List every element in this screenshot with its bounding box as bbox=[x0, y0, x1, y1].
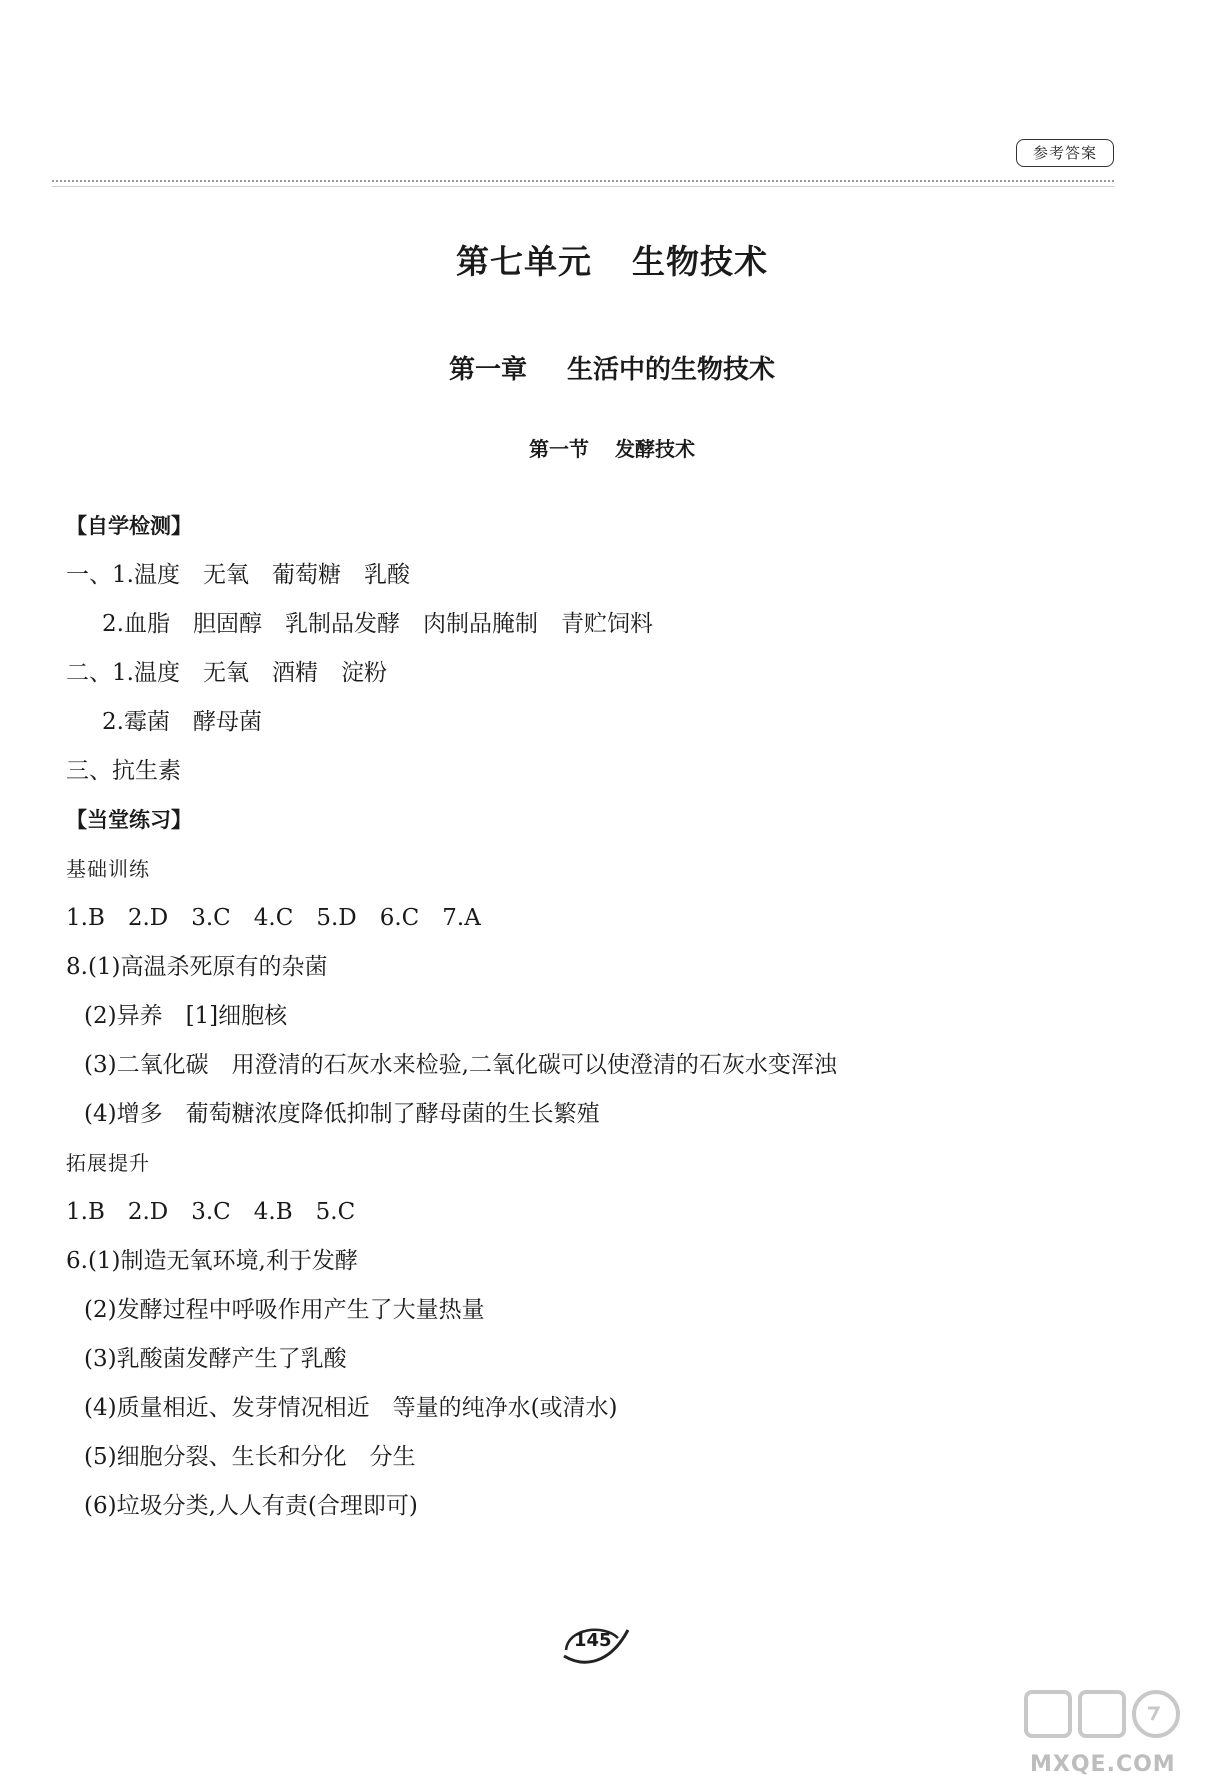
page-number-text: 145 bbox=[574, 1630, 612, 1651]
section-number: 第一节 bbox=[529, 437, 589, 461]
subheading-extension: 拓展提升 bbox=[66, 1151, 150, 1175]
answer-line: 三、抗生素 bbox=[66, 758, 181, 784]
answer-line: (3)二氧化碳 用澄清的石灰水来检验,二氧化碳可以使澄清的石灰水变浑浊 bbox=[84, 1052, 837, 1078]
section-name: 发酵技术 bbox=[615, 437, 695, 461]
answer-line: (4)增多 葡萄糖浓度降低抑制了酵母菌的生长繁殖 bbox=[84, 1101, 600, 1127]
answer-line: (6)垃圾分类,人人有责(合理即可) bbox=[84, 1493, 418, 1519]
answer-line: 1.B 2.D 3.C 4.B 5.C bbox=[66, 1199, 356, 1225]
watermark-text: MXQE.COM bbox=[1030, 1752, 1176, 1777]
answer-line: 一、1.温度 无氧 葡萄糖 乳酸 bbox=[66, 562, 410, 588]
chapter-number: 第一章 bbox=[448, 355, 527, 385]
answer-line: (5)细胞分裂、生长和分化 分生 bbox=[84, 1444, 416, 1470]
heading-class-practice: 【当堂练习】 bbox=[66, 808, 192, 832]
answer-line: 1.B 2.D 3.C 4.C 5.D 6.C 7.A bbox=[66, 905, 481, 931]
unit-name: 生物技术 bbox=[632, 242, 768, 281]
answer-line: 6.(1)制造无氧环境,利于发酵 bbox=[66, 1248, 358, 1274]
answer-line: (2)发酵过程中呼吸作用产生了大量热量 bbox=[84, 1297, 485, 1323]
unit-title bbox=[0, 236, 1224, 283]
section-title bbox=[0, 433, 1224, 462]
page-number bbox=[560, 1620, 632, 1668]
answer-line: 8.(1)高温杀死原有的杂菌 bbox=[66, 954, 328, 980]
chapter-title bbox=[0, 349, 1224, 386]
answer-line: 2.血脂 胆固醇 乳制品发酵 肉制品腌制 青贮饲料 bbox=[102, 611, 653, 637]
answer-line: (4)质量相近、发芽情况相近 等量的纯净水(或清水) bbox=[84, 1395, 618, 1421]
answer-line: (2)异养 [1]细胞核 bbox=[84, 1003, 288, 1029]
header-rule bbox=[52, 186, 1114, 187]
header-dotted-rule bbox=[52, 180, 1114, 182]
answer-key-tag: 参考答案 bbox=[1016, 139, 1114, 167]
chapter-name: 生活中的生物技术 bbox=[567, 355, 776, 385]
answer-line: (3)乳酸菌发酵产生了乳酸 bbox=[84, 1346, 347, 1372]
answer-content bbox=[66, 502, 1146, 1531]
subheading-basic-training: 基础训练 bbox=[66, 857, 150, 881]
answer-line: 2.霉菌 酵母菌 bbox=[102, 709, 262, 735]
heading-self-check: 【自学检测】 bbox=[66, 514, 192, 538]
unit-number: 第七单元 bbox=[456, 242, 592, 281]
answer-line: 二、1.温度 无氧 酒精 淀粉 bbox=[66, 660, 387, 686]
